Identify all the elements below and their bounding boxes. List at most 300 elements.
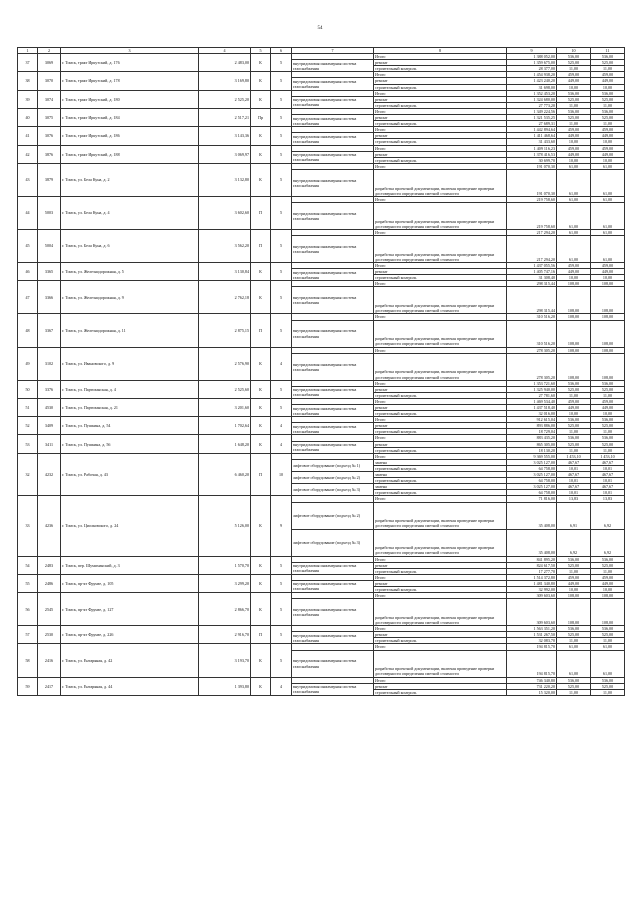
- work-type-cell: Итого: [374, 196, 507, 202]
- unit-cost-cell: 449,00: [557, 78, 591, 84]
- work-type-cell: ремонт: [374, 133, 507, 139]
- unit-cost-cell: 536,00: [557, 417, 591, 423]
- system-cell: внутридомовая инженерная система газоснабжения: [292, 269, 374, 281]
- row-number-cell: 32: [18, 453, 38, 496]
- floors-cell: 5: [271, 127, 292, 145]
- house-id-cell: 2417: [38, 677, 61, 695]
- limit-cost-cell: 11,00: [591, 638, 625, 644]
- cost-cell: 64 758,00: [507, 465, 557, 471]
- floors-cell: 4: [271, 677, 292, 695]
- unit-cost-cell: 10,01: [557, 490, 591, 496]
- work-type-cell: разработка проектной документации, включая проведение проверки достоверности определения сметной стоимости: [374, 169, 507, 196]
- unit-cost-cell: 459,00: [557, 263, 591, 269]
- limit-cost-cell: 108,00: [591, 320, 625, 347]
- area-cell: 2 483,00: [199, 54, 251, 72]
- unit-cost-cell: 11,00: [557, 392, 591, 398]
- work-type-cell: ремонт: [374, 151, 507, 157]
- house-id-cell: 2545: [38, 593, 61, 626]
- system-cell: внутридомовая инженерная система газоснабжения: [292, 562, 374, 574]
- address-cell: г. Томск, ул. Бела Куна, д. 6: [61, 229, 199, 262]
- limit-cost-cell: 459,00: [591, 263, 625, 269]
- area-cell: 6 460,20: [199, 453, 251, 496]
- house-id-cell: 2483: [38, 556, 61, 574]
- unit-cost-cell: 108,00: [557, 314, 591, 320]
- work-type-cell: Итого: [374, 593, 507, 599]
- cost-cell: 194 815,70: [507, 650, 557, 677]
- unit-cost-cell: 536,00: [557, 626, 591, 632]
- limit-cost-cell: 525,00: [591, 632, 625, 638]
- unit-cost-cell: 536,00: [557, 54, 591, 60]
- unit-cost-cell: 459,00: [557, 72, 591, 78]
- cost-cell: 191 070,30: [507, 169, 557, 196]
- floors-cell: 5: [271, 229, 292, 262]
- page-number: 54: [317, 26, 323, 31]
- cost-cell: 15 320,00: [507, 689, 557, 695]
- area-cell: 1 393,80: [199, 677, 251, 695]
- address-cell: г. Томск, ул. Бела Куна, д. 2: [61, 163, 199, 196]
- column-number-cell: 11: [591, 48, 625, 54]
- limit-cost-cell: 525,00: [591, 96, 625, 102]
- work-type-cell: ремонт: [374, 423, 507, 429]
- category-cell: К: [251, 644, 271, 677]
- unit-cost-cell: 61,00: [557, 163, 591, 169]
- unit-cost-cell: 11,00: [557, 638, 591, 644]
- cost-cell: 310 516,20: [507, 320, 557, 347]
- limit-cost-cell: 10,00: [591, 586, 625, 592]
- unit-cost-cell: 11,00: [557, 568, 591, 574]
- house-id-cell: 3409: [38, 417, 61, 435]
- system-cell: внутридомовая инженерная система газоснабжения: [292, 650, 374, 677]
- cost-cell: 1 405 747,16: [507, 269, 557, 275]
- work-type-cell: строительный контроль: [374, 586, 507, 592]
- limit-cost-cell: 11,00: [591, 121, 625, 127]
- unit-cost-cell: 61,00: [557, 196, 591, 202]
- category-cell: К: [251, 593, 271, 626]
- row-number-cell: 52: [18, 417, 38, 435]
- cost-cell: 28 377,00: [507, 66, 557, 72]
- unit-cost-cell: 13,83: [557, 496, 591, 502]
- floors-cell: 5: [271, 90, 292, 108]
- limit-cost-cell: 10,00: [591, 275, 625, 281]
- work-type-cell: Итого: [374, 398, 507, 404]
- unit-cost-cell: 525,00: [557, 96, 591, 102]
- area-cell: 3 132,80: [199, 163, 251, 196]
- work-type-cell: строительный контроль: [374, 392, 507, 398]
- limit-cost-cell: 1 453,10: [591, 453, 625, 459]
- area-cell: 3 130,84: [199, 263, 251, 281]
- work-type-cell: строительный контроль: [374, 465, 507, 471]
- floors-cell: 5: [271, 108, 292, 126]
- unit-cost-cell: 525,00: [557, 441, 591, 447]
- work-type-cell: строительный контроль: [374, 447, 507, 453]
- cost-cell: 64 758,00: [507, 490, 557, 496]
- row-number-cell: 50: [18, 380, 38, 398]
- floors-cell: 5: [271, 263, 292, 281]
- limit-cost-cell: 459,00: [591, 127, 625, 133]
- cost-cell: 1 409 116,23: [507, 145, 557, 151]
- limit-cost-cell: 467,67: [591, 459, 625, 465]
- unit-cost-cell: 11,00: [557, 689, 591, 695]
- cost-cell: 35 408,00: [507, 529, 557, 556]
- work-type-cell: разработка проектной документации, включая проведение проверки достоверности определения сметной стоимости: [374, 287, 507, 314]
- work-type-cell: Итого: [374, 347, 507, 353]
- address-cell: г. Томск, ул. Ентаряная, д. 42: [61, 644, 199, 677]
- limit-cost-cell: 536,00: [591, 108, 625, 114]
- category-cell: К: [251, 398, 271, 416]
- work-type-cell: строительный контроль: [374, 638, 507, 644]
- limit-cost-cell: 467,67: [591, 484, 625, 490]
- cost-cell: 1 442 894,64: [507, 127, 557, 133]
- area-cell: 3 602,60: [199, 196, 251, 229]
- work-type-cell: ремонт: [374, 632, 507, 638]
- cost-cell: 1 359 675,00: [507, 60, 557, 66]
- unit-cost-cell: 11,00: [557, 102, 591, 108]
- limit-cost-cell: 61,00: [591, 169, 625, 196]
- cost-cell: 27 773,20: [507, 102, 557, 108]
- unit-cost-cell: 108,00: [557, 593, 591, 599]
- unit-cost-cell: 6,91: [557, 502, 591, 529]
- system-cell: лифтовое оборудование (подъезд № 1): [292, 459, 374, 471]
- cost-cell: 18 130,20: [507, 447, 557, 453]
- system-cell: внутридомовая инженерная система газоснабжения: [292, 115, 374, 127]
- system-cell: внутридомовая инженерная система газоснабжения: [292, 580, 374, 592]
- work-type-cell: ремонт: [374, 562, 507, 568]
- cost-cell: 1 378 416,53: [507, 151, 557, 157]
- floors-cell: 4: [271, 435, 292, 453]
- unit-cost-cell: 525,00: [557, 115, 591, 121]
- floors-cell: 5: [271, 196, 292, 229]
- cost-cell: 841 895,20: [507, 556, 557, 562]
- cost-cell: 9 369 555,00: [507, 453, 557, 459]
- system-cell: лифтовое оборудование (подъезд № 3): [292, 529, 374, 556]
- work-type-cell: строительный контроль: [374, 121, 507, 127]
- system-cell: внутридомовая инженерная система газоснабжения: [292, 353, 374, 380]
- unit-cost-cell: 10,00: [557, 139, 591, 145]
- area-cell: 1 702,64: [199, 417, 251, 435]
- house-id-cell: 3411: [38, 435, 61, 453]
- capital-repair-register-table: [17, 47, 625, 696]
- area-cell: 3 299,20: [199, 574, 251, 592]
- floors-cell: 5: [271, 380, 292, 398]
- limit-cost-cell: 10,01: [591, 490, 625, 496]
- work-type-cell: разработка проектной документации, включая проведение проверки достоверности определения сметной стоимости: [374, 502, 507, 529]
- area-cell: 2 525,60: [199, 380, 251, 398]
- cost-cell: 219 758,60: [507, 196, 557, 202]
- work-type-cell: замена: [374, 459, 507, 465]
- work-type-cell: разработка проектной документации, включая проведение проверки достоверности определения сметной стоимости: [374, 650, 507, 677]
- floors-cell: 5: [271, 398, 292, 416]
- unit-cost-cell: 10,01: [557, 465, 591, 471]
- unit-cost-cell: 536,00: [557, 677, 591, 683]
- unit-cost-cell: 11,00: [557, 447, 591, 453]
- work-type-cell: ремонт: [374, 78, 507, 84]
- cost-cell: 31 698,00: [507, 84, 557, 90]
- limit-cost-cell: 459,00: [591, 145, 625, 151]
- house-id-cell: 3366: [38, 281, 61, 314]
- work-type-cell: строительный контроль: [374, 568, 507, 574]
- limit-cost-cell: 449,00: [591, 580, 625, 586]
- address-cell: г. Томск, пр-кт Фрунзе, д. 105: [61, 574, 199, 592]
- limit-cost-cell: 108,00: [591, 593, 625, 599]
- unit-cost-cell: 449,00: [557, 269, 591, 275]
- cost-cell: 31 433,60: [507, 139, 557, 145]
- cost-cell: 194 815,70: [507, 644, 557, 650]
- unit-cost-cell: 6,92: [557, 529, 591, 556]
- work-type-cell: строительный контроль: [374, 84, 507, 90]
- category-cell: К: [251, 145, 271, 163]
- cost-cell: 1 411 468,64: [507, 133, 557, 139]
- cost-cell: 1 514 372,80: [507, 574, 557, 580]
- address-cell: г. Томск, тракт Иркутский, д. 178: [61, 72, 199, 90]
- cost-cell: 191 070,30: [507, 163, 557, 169]
- area-cell: 2 517,21: [199, 108, 251, 126]
- limit-cost-cell: 10,00: [591, 157, 625, 163]
- work-type-cell: Итого: [374, 90, 507, 96]
- category-cell: П: [251, 314, 271, 347]
- address-cell: г. Томск, ул. Пушкина, д. 56: [61, 435, 199, 453]
- house-id-cell: 3076: [38, 127, 61, 145]
- row-number-cell: 53: [18, 435, 38, 453]
- unit-cost-cell: 61,00: [557, 236, 591, 263]
- floors-cell: 4: [271, 347, 292, 380]
- work-type-cell: строительный контроль: [374, 490, 507, 496]
- cost-cell: 278 305,20: [507, 353, 557, 380]
- system-cell: внутридомовая инженерная система газоснабжения: [292, 405, 374, 417]
- unit-cost-cell: 536,00: [557, 90, 591, 96]
- limit-cost-cell: 536,00: [591, 435, 625, 441]
- unit-cost-cell: 10,00: [557, 157, 591, 163]
- cost-cell: 217 294,20: [507, 236, 557, 263]
- cost-cell: 1 353 721,60: [507, 380, 557, 386]
- limit-cost-cell: 467,67: [591, 472, 625, 478]
- limit-cost-cell: 61,00: [591, 644, 625, 650]
- limit-cost-cell: 449,00: [591, 269, 625, 275]
- address-cell: г. Томск, ул. Партизанская, д. 4: [61, 380, 199, 398]
- cost-cell: 1 388 052,00: [507, 54, 557, 60]
- cost-cell: 1 437 518,40: [507, 405, 557, 411]
- system-cell: внутридомовая инженерная система газоснабжения: [292, 202, 374, 229]
- area-cell: 3 562,20: [199, 229, 251, 262]
- unit-cost-cell: 525,00: [557, 386, 591, 392]
- house-id-cell: 3365: [38, 263, 61, 281]
- area-cell: 3 193,70: [199, 644, 251, 677]
- address-cell: г. Томск, ул. Партизанская, д. 21: [61, 398, 199, 416]
- system-cell: внутридомовая инженерная система газоснабжения: [292, 287, 374, 314]
- floors-cell: 5: [271, 593, 292, 626]
- work-type-cell: строительный контроль: [374, 411, 507, 417]
- limit-cost-cell: 108,00: [591, 599, 625, 626]
- floors-cell: 5: [271, 574, 292, 592]
- work-type-cell: ремонт: [374, 441, 507, 447]
- unit-cost-cell: 1 453,10: [557, 453, 591, 459]
- floors-cell: 5: [271, 163, 292, 196]
- category-cell: К: [251, 574, 271, 592]
- house-id-cell: 3070: [38, 72, 61, 90]
- category-cell: К: [251, 496, 271, 556]
- work-type-cell: строительный контроль: [374, 66, 507, 72]
- floors-cell: 5: [271, 626, 292, 644]
- limit-cost-cell: 108,00: [591, 314, 625, 320]
- unit-cost-cell: 467,67: [557, 484, 591, 490]
- house-id-cell: 2486: [38, 574, 61, 592]
- floors-cell: 5: [271, 54, 292, 72]
- limit-cost-cell: 459,00: [591, 574, 625, 580]
- address-cell: г. Томск, тракт Иркутский, д. 188: [61, 145, 199, 163]
- limit-cost-cell: 449,00: [591, 405, 625, 411]
- category-cell: К: [251, 347, 271, 380]
- floors-cell: 5: [271, 145, 292, 163]
- cost-cell: 865 305,00: [507, 441, 557, 447]
- limit-cost-cell: 61,00: [591, 236, 625, 263]
- limit-cost-cell: 108,00: [591, 281, 625, 287]
- unit-cost-cell: 10,00: [557, 411, 591, 417]
- cost-cell: 32 016,00: [507, 411, 557, 417]
- cost-cell: 1 454 938,20: [507, 72, 557, 78]
- row-number-cell: 47: [18, 281, 38, 314]
- work-type-cell: строительный контроль: [374, 157, 507, 163]
- house-id-cell: 3074: [38, 90, 61, 108]
- cost-cell: 278 305,20: [507, 347, 557, 353]
- system-cell: внутридомовая инженерная система газоснабжения: [292, 78, 374, 90]
- unit-cost-cell: 108,00: [557, 320, 591, 347]
- work-type-cell: Итого: [374, 145, 507, 151]
- system-cell: внутридомовая инженерная система газоснабжения: [292, 632, 374, 644]
- limit-cost-cell: 61,00: [591, 163, 625, 169]
- work-type-cell: ремонт: [374, 405, 507, 411]
- area-cell: 2 916,70: [199, 626, 251, 644]
- house-id-cell: 5004: [38, 229, 61, 262]
- work-type-cell: Итого: [374, 281, 507, 287]
- row-number-cell: 55: [18, 574, 38, 592]
- cost-cell: 35 408,00: [507, 502, 557, 529]
- house-id-cell: 3376: [38, 380, 61, 398]
- category-cell: П: [251, 196, 271, 229]
- cost-cell: 1 321 535,25: [507, 115, 557, 121]
- unit-cost-cell: 536,00: [557, 435, 591, 441]
- cost-cell: 310 516,20: [507, 314, 557, 320]
- area-cell: 3 143,36: [199, 127, 251, 145]
- area-cell: 2 875,15: [199, 314, 251, 347]
- work-type-cell: строительный контроль: [374, 689, 507, 695]
- row-number-cell: 42: [18, 145, 38, 163]
- cost-cell: 912 615,04: [507, 417, 557, 423]
- house-id-cell: 3876: [38, 145, 61, 163]
- row-number-cell: 49: [18, 347, 38, 380]
- house-id-cell: 4530: [38, 398, 61, 416]
- address-cell: г. Томск, ул. Ивановского, д. 9: [61, 347, 199, 380]
- cost-cell: 1 352 453,20: [507, 90, 557, 96]
- system-cell: лифтовое оборудование (подъезд № 2): [292, 502, 374, 529]
- unit-cost-cell: 10,01: [557, 478, 591, 484]
- unit-cost-cell: 525,00: [557, 683, 591, 689]
- limit-cost-cell: 449,00: [591, 133, 625, 139]
- floors-cell: 10: [271, 453, 292, 496]
- cost-cell: 30 699,70: [507, 157, 557, 163]
- work-type-cell: Итого: [374, 644, 507, 650]
- work-type-cell: разработка проектной документации, включая проведение проверки достоверности определения сметной стоимости: [374, 353, 507, 380]
- work-type-cell: строительный контроль: [374, 429, 507, 435]
- unit-cost-cell: 525,00: [557, 423, 591, 429]
- cost-cell: 298 315,44: [507, 281, 557, 287]
- house-id-cell: 4236: [38, 496, 61, 556]
- category-cell: К: [251, 263, 271, 281]
- work-type-cell: строительный контроль: [374, 275, 507, 281]
- system-cell: лифтовое оборудование (подъезд № 3): [292, 484, 374, 496]
- cost-cell: 1 481 340,80: [507, 580, 557, 586]
- unit-cost-cell: 525,00: [557, 562, 591, 568]
- cost-cell: 1 469 534,40: [507, 398, 557, 404]
- column-number-cell: 10: [557, 48, 591, 54]
- system-cell: внутридомовая инженерная система газоснабжения: [292, 683, 374, 695]
- category-cell: К: [251, 417, 271, 435]
- unit-cost-cell: 459,00: [557, 145, 591, 151]
- row-number-cell: 59: [18, 677, 38, 695]
- cost-cell: 1 437 055,56: [507, 263, 557, 269]
- category-cell: К: [251, 380, 271, 398]
- unit-cost-cell: 467,67: [557, 472, 591, 478]
- system-cell: внутридомовая инженерная система газоснабжения: [292, 236, 374, 263]
- limit-cost-cell: 10,00: [591, 411, 625, 417]
- row-number-cell: 48: [18, 314, 38, 347]
- unit-cost-cell: 459,00: [557, 127, 591, 133]
- work-type-cell: ремонт: [374, 115, 507, 121]
- unit-cost-cell: 108,00: [557, 347, 591, 353]
- limit-cost-cell: 10,01: [591, 478, 625, 484]
- cost-cell: 32 992,00: [507, 586, 557, 592]
- cost-cell: 219 758,60: [507, 202, 557, 229]
- row-number-cell: 45: [18, 229, 38, 262]
- address-cell: г. Томск, ул. Железнодорожная, д. 9: [61, 281, 199, 314]
- unit-cost-cell: 61,00: [557, 169, 591, 196]
- cost-cell: 32 083,70: [507, 638, 557, 644]
- row-number-cell: 39: [18, 90, 38, 108]
- address-cell: г. Томск, ул. Пушкина, д. 54: [61, 417, 199, 435]
- work-type-cell: строительный контроль: [374, 139, 507, 145]
- cost-cell: 298 315,44: [507, 287, 557, 314]
- column-number-cell: 4: [199, 48, 251, 54]
- column-number-cell: 6: [271, 48, 292, 54]
- system-cell: внутридомовая инженерная система газоснабжения: [292, 96, 374, 108]
- row-number-cell: 37: [18, 54, 38, 72]
- limit-cost-cell: 536,00: [591, 417, 625, 423]
- address-cell: г. Томск, ул. Железнодорожная, д. 5: [61, 263, 199, 281]
- row-number-cell: 40: [18, 108, 38, 126]
- work-type-cell: Итого: [374, 380, 507, 386]
- row-number-cell: 57: [18, 626, 38, 644]
- system-cell: внутридомовая инженерная система газоснабжения: [292, 133, 374, 145]
- house-id-cell: 2416: [38, 644, 61, 677]
- column-number-cell: 5: [251, 48, 271, 54]
- row-number-cell: 58: [18, 644, 38, 677]
- limit-cost-cell: 525,00: [591, 441, 625, 447]
- limit-cost-cell: 449,00: [591, 78, 625, 84]
- work-type-cell: Итого: [374, 72, 507, 78]
- unit-cost-cell: 61,00: [557, 650, 591, 677]
- work-type-cell: Итого: [374, 677, 507, 683]
- work-type-cell: ремонт: [374, 580, 507, 586]
- limit-cost-cell: 61,00: [591, 196, 625, 202]
- cost-cell: 1 325 940,00: [507, 386, 557, 392]
- unit-cost-cell: 11,00: [557, 429, 591, 435]
- row-number-cell: 54: [18, 556, 38, 574]
- work-type-cell: Итого: [374, 229, 507, 235]
- unit-cost-cell: 536,00: [557, 556, 591, 562]
- cost-cell: 3 025 127,00: [507, 459, 557, 465]
- limit-cost-cell: 61,00: [591, 650, 625, 677]
- area-cell: 2 762,18: [199, 281, 251, 314]
- unit-cost-cell: 10,00: [557, 275, 591, 281]
- limit-cost-cell: 536,00: [591, 90, 625, 96]
